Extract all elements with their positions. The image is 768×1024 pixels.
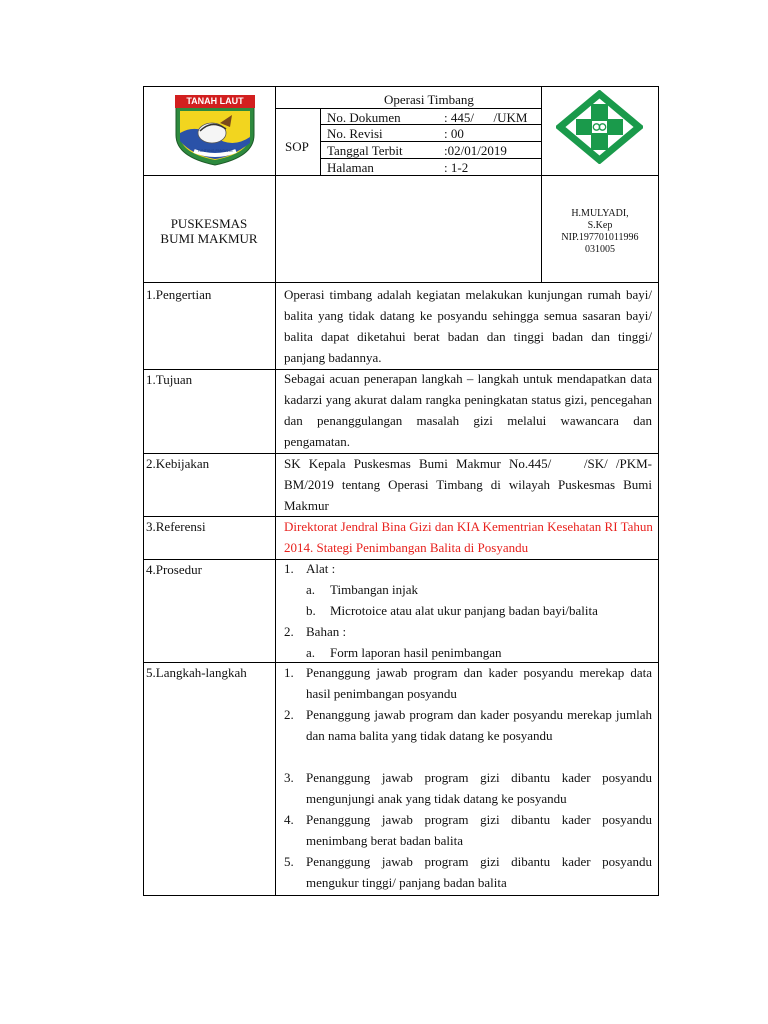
section-text-referensi: Direktorat Jendral Bina Gizi dan KIA Kementrian Kesehatan RI Tahun 2014. Stategi Penimbangan Balita di Posyandu	[284, 519, 653, 555]
section-label-langkah: 5.Langkah-langkah	[146, 665, 247, 680]
document-title: Operasi Timbang	[384, 92, 474, 107]
step-text: Penanggung jawab program gizi dibantu kader posyandu mengunjungi anak yang tidak datang ke posyandu	[306, 770, 652, 806]
section-label-tujuan: 1.Tujuan	[146, 372, 193, 387]
alat-item-mark: a.	[306, 582, 316, 597]
prosedur-bahan-heading: Bahan :	[306, 624, 347, 639]
list-item	[284, 851, 654, 893]
section-label-pengertian: 1.Pengertian	[146, 287, 212, 302]
meta-row-line	[320, 158, 541, 159]
header-bottom-line	[143, 282, 659, 283]
meta-label-halaman: Halaman	[327, 160, 374, 175]
list-item	[284, 767, 654, 809]
step-text: Penanggung jawab program gizi dibantu kader posyandu menimbang berat badan balita	[306, 812, 652, 848]
header-row-line	[143, 175, 659, 176]
signer-name: H.MULYADI,	[571, 208, 629, 219]
meta-value-dokumen: : 445/ /UKM	[444, 110, 528, 125]
step-number: 4.	[284, 812, 294, 827]
org-name-line2: BUMI MAKMUR	[160, 231, 258, 246]
list-item	[284, 809, 654, 851]
step-number: 1.	[284, 665, 294, 680]
table-border-bottom	[143, 895, 659, 896]
signer-title: S.Kep	[587, 220, 613, 231]
org-name-line1: PUSKESMAS	[170, 216, 248, 231]
langkah-steps-list	[284, 662, 654, 893]
table-border-top	[143, 86, 659, 87]
section-text-pengertian: Operasi timbang adalah kegiatan melakukan kunjungan rumah bayi/ balita yang tidak datang ke posyandu sehingga semua sasaran bayi/ balita dapat diketahui berat badan dan tinggi badan dan tinggi/ panjang badannya.	[284, 287, 652, 365]
alat-item-text: Timbangan injak	[330, 582, 418, 597]
sop-label: SOP	[285, 139, 309, 154]
section-label-kebijakan: 2.Kebijakan	[146, 456, 210, 471]
section-label-prosedur: 4.Prosedur	[146, 562, 202, 577]
logo-motto: TUNTUNG PANDANG	[197, 149, 233, 153]
meta-label-revisi: No. Revisi	[327, 126, 383, 141]
meta-row-line	[320, 141, 541, 142]
table-border-left	[143, 86, 144, 896]
meta-label-dokumen: No. Dokumen	[327, 110, 401, 125]
step-number: 2.	[284, 707, 294, 722]
tanah-laut-logo	[172, 93, 258, 167]
alat-item-text: Microtoice atau alat ukur panjang badan bayi/balita	[330, 603, 598, 618]
alat-item-mark: b.	[306, 603, 316, 618]
title-divider	[275, 108, 541, 109]
step-text: Penanggung jawab program dan kader posyandu merekap data hasil penimbangan posyandu	[306, 665, 652, 701]
section-text-tujuan: Sebagai acuan penerapan langkah – langkah untuk mendapatkan data kadarzi yang akurat dalam rangka peningkatan status gizi, pencegahan dan penanggulangan masalah gizi melalui wawancara dan pengamatan.	[284, 371, 652, 449]
table-border-right	[658, 86, 659, 896]
bahan-item-text: Form laporan hasil penimbangan	[330, 645, 502, 660]
signer-nip-cont: 031005	[585, 244, 615, 255]
meta-value-tanggal: :02/01/2019	[444, 143, 507, 158]
section-label-referensi: 3.Referensi	[146, 519, 206, 534]
prosedur-alat-heading: Alat :	[306, 561, 336, 576]
list-item	[284, 704, 654, 767]
signer-nip: NIP.197701011996	[561, 232, 639, 243]
puskesmas-cross-icon	[556, 90, 643, 164]
meta-value-revisi: : 00	[444, 126, 464, 141]
prosedur-alat-number: 1.	[284, 561, 294, 576]
row-line	[143, 559, 659, 560]
meta-value-halaman: : 1-2	[444, 160, 469, 175]
prosedur-bahan-number: 2.	[284, 624, 294, 639]
step-text: Penanggung jawab program gizi dibantu kader posyandu mengukur tinggi/ panjang badan balita	[306, 854, 652, 890]
logo-text: TANAH LAUT	[186, 96, 244, 106]
puskesmas-logo	[556, 90, 643, 164]
meta-label-tanggal: Tanggal Terbit	[327, 143, 403, 158]
list-item	[284, 662, 654, 704]
step-number: 5.	[284, 854, 294, 869]
step-number: 3.	[284, 770, 294, 785]
bahan-item-mark: a.	[306, 645, 316, 660]
column-divider	[275, 86, 276, 896]
section-text-kebijakan: SK Kepala Puskesmas Bumi Makmur No.445/ /SK/ /PKM-BM/2019 tentang Operasi Timbang di wilayah Puskesmas Bumi Makmur	[284, 456, 656, 513]
step-text: Penanggung jawab program dan kader posyandu merekap jumlah dan nama balita yang tidak datang ke posyandu	[306, 707, 652, 743]
